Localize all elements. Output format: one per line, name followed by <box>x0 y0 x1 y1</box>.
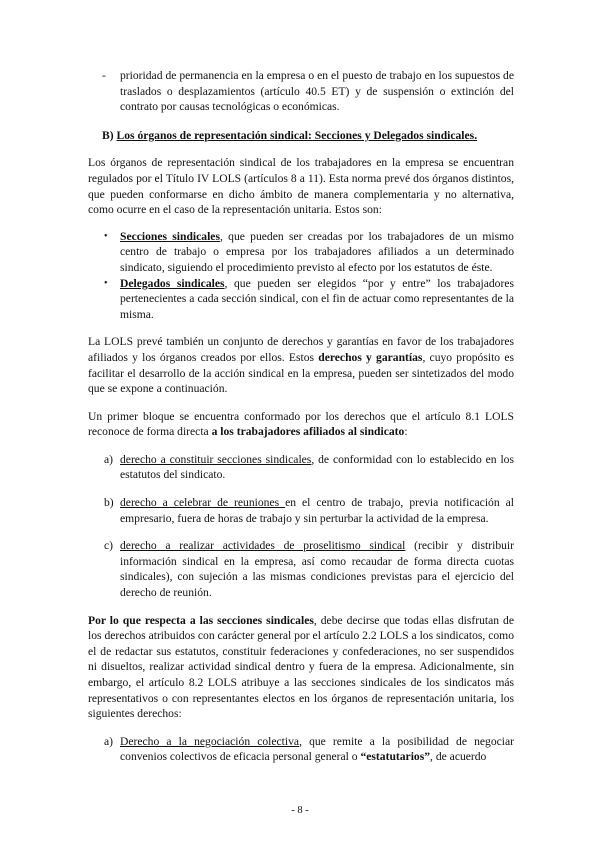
bullet-text: , que pueden ser elegidos “por y entre” los trabajadores pertenecientes a cada sección sindical, con el fin de actuar como representantes de la misma. <box>120 276 514 321</box>
text-run: en el centro de trabajo, previa notificación al empresario, fuera de horas de trabajo y sin perturbar la actividad de la empresa. <box>120 496 514 525</box>
text-run: Un primer bloque se encuentra conformado por los derechos que el artículo 8.1 LOLS reconoce de forma directa <box>88 409 514 439</box>
page-content <box>88 68 514 765</box>
text-run: , debe decirse que todas ellas disfrutan de los derechos atribuidos con carácter general por el artículo 2.2 LOLS a los sindicatos, como el de redactar sus estatutos, constituir federaciones y confederaciones, no ser suspendidos ni disueltos, realizar actividad sindical dentro y fuera de la empresa. Adicionalmente, sin embargo, el artículo 8.2 LOLS atribuye a las secciones sindicales de los sindicatos más representativos o con representantes electos en los órganos de representación unitaria, los siguientes derechos: <box>88 613 514 721</box>
rights-paragraph <box>88 334 514 396</box>
right-item-c <box>88 538 514 600</box>
bullet-term: Delegados sindicales <box>120 276 225 290</box>
first-block-paragraph <box>88 409 514 440</box>
bold-run: a los trabajadores afiliados al sindicato <box>211 425 405 439</box>
bullet-text: , que pueden ser creadas por los trabajadores de un mismo centro de trabajo o empresa por los trabajadores afiliados a un determinado sindicato, siguiendo el procedimiento previsto al efecto por los estatutos de éste. <box>120 229 514 274</box>
dash-list-item <box>88 68 514 115</box>
dash-item-text: prioridad de permanencia en la empresa o en el puesto de trabajo en los supuestos de traslados o desplazamientos (artículo 40.5 ET) y de suspensión o extinción del contrato por causas tecnológicas o económicas. <box>120 69 514 114</box>
section-marker: B) <box>102 128 114 142</box>
right-item-b <box>88 495 514 526</box>
text-run: : <box>404 425 408 439</box>
text-run: (recibir y distribuir información sindical en la empresa, así como recaudar de forma directa cuotas sindicales), con sujeción a las mismas condiciones previstas para el ejercicio del derecho de reunión. <box>120 539 514 600</box>
letter-marker: c) <box>104 539 114 553</box>
text-run: , cuyo propósito es facilitar el desarrollo de la acción sindical en la empresa, pueden ser sintetizados del modo que se expone a continuación. <box>88 350 514 396</box>
bullet-term: Secciones sindicales <box>120 229 220 243</box>
text-run: , de acuerdo <box>430 750 487 764</box>
letter-marker: a) <box>104 734 114 748</box>
bullet-marker: • <box>104 230 108 242</box>
page-number: - 8 - <box>291 805 309 816</box>
bold-run: “estatutarios” <box>360 750 431 764</box>
bullet-item-secciones <box>88 229 514 276</box>
section-heading <box>88 128 514 144</box>
bold-run: derechos y garantías <box>318 350 423 364</box>
underlined-run: derecho a realizar actividades de proselitismo sindical <box>120 539 406 553</box>
negotiation-item <box>88 734 514 765</box>
text-run: , que remite a la posibilidad de negociar convenios colectivos de eficacia personal general o <box>120 734 514 764</box>
intro-paragraph: Los órganos de representación sindical de los trabajadores en la empresa se encuentran regulados por el Título IV LOLS (artículos 8 a 11). Esta norma prevé dos órganos distintos, que pueden conformarse en dicho ámbito de manera complementaria y no alternativa, como ocurre en el caso de la representación unitaria. Estos son: <box>88 156 514 217</box>
secciones-paragraph <box>88 613 514 722</box>
bullet-item-delegados <box>88 276 514 323</box>
letter-marker: a) <box>104 452 114 466</box>
bullet-marker: • <box>104 277 108 289</box>
right-item-a <box>88 452 514 483</box>
text-run: , de conformidad con lo establecido en los estatutos del sindicato. <box>120 452 514 482</box>
section-title: Los órganos de representación sindical: Secciones y Delegados sindicales. <box>116 128 478 142</box>
underlined-run: derecho a celebrar de reuniones <box>120 496 286 510</box>
dash-marker: - <box>102 69 106 82</box>
text-run: La LOLS prevé también un conjunto de derechos y garantías en favor de los trabajadores afiliados y los órganos creados por ellos. Estos <box>88 335 514 364</box>
underlined-run: Derecho a la negociación colectiva <box>120 734 300 748</box>
underlined-run: derecho a constituir secciones sindicales <box>120 452 312 466</box>
bold-run: Por lo que respecta a las secciones sindicales <box>88 613 314 627</box>
bullet-list <box>88 229 514 323</box>
letter-marker: b) <box>104 496 114 510</box>
